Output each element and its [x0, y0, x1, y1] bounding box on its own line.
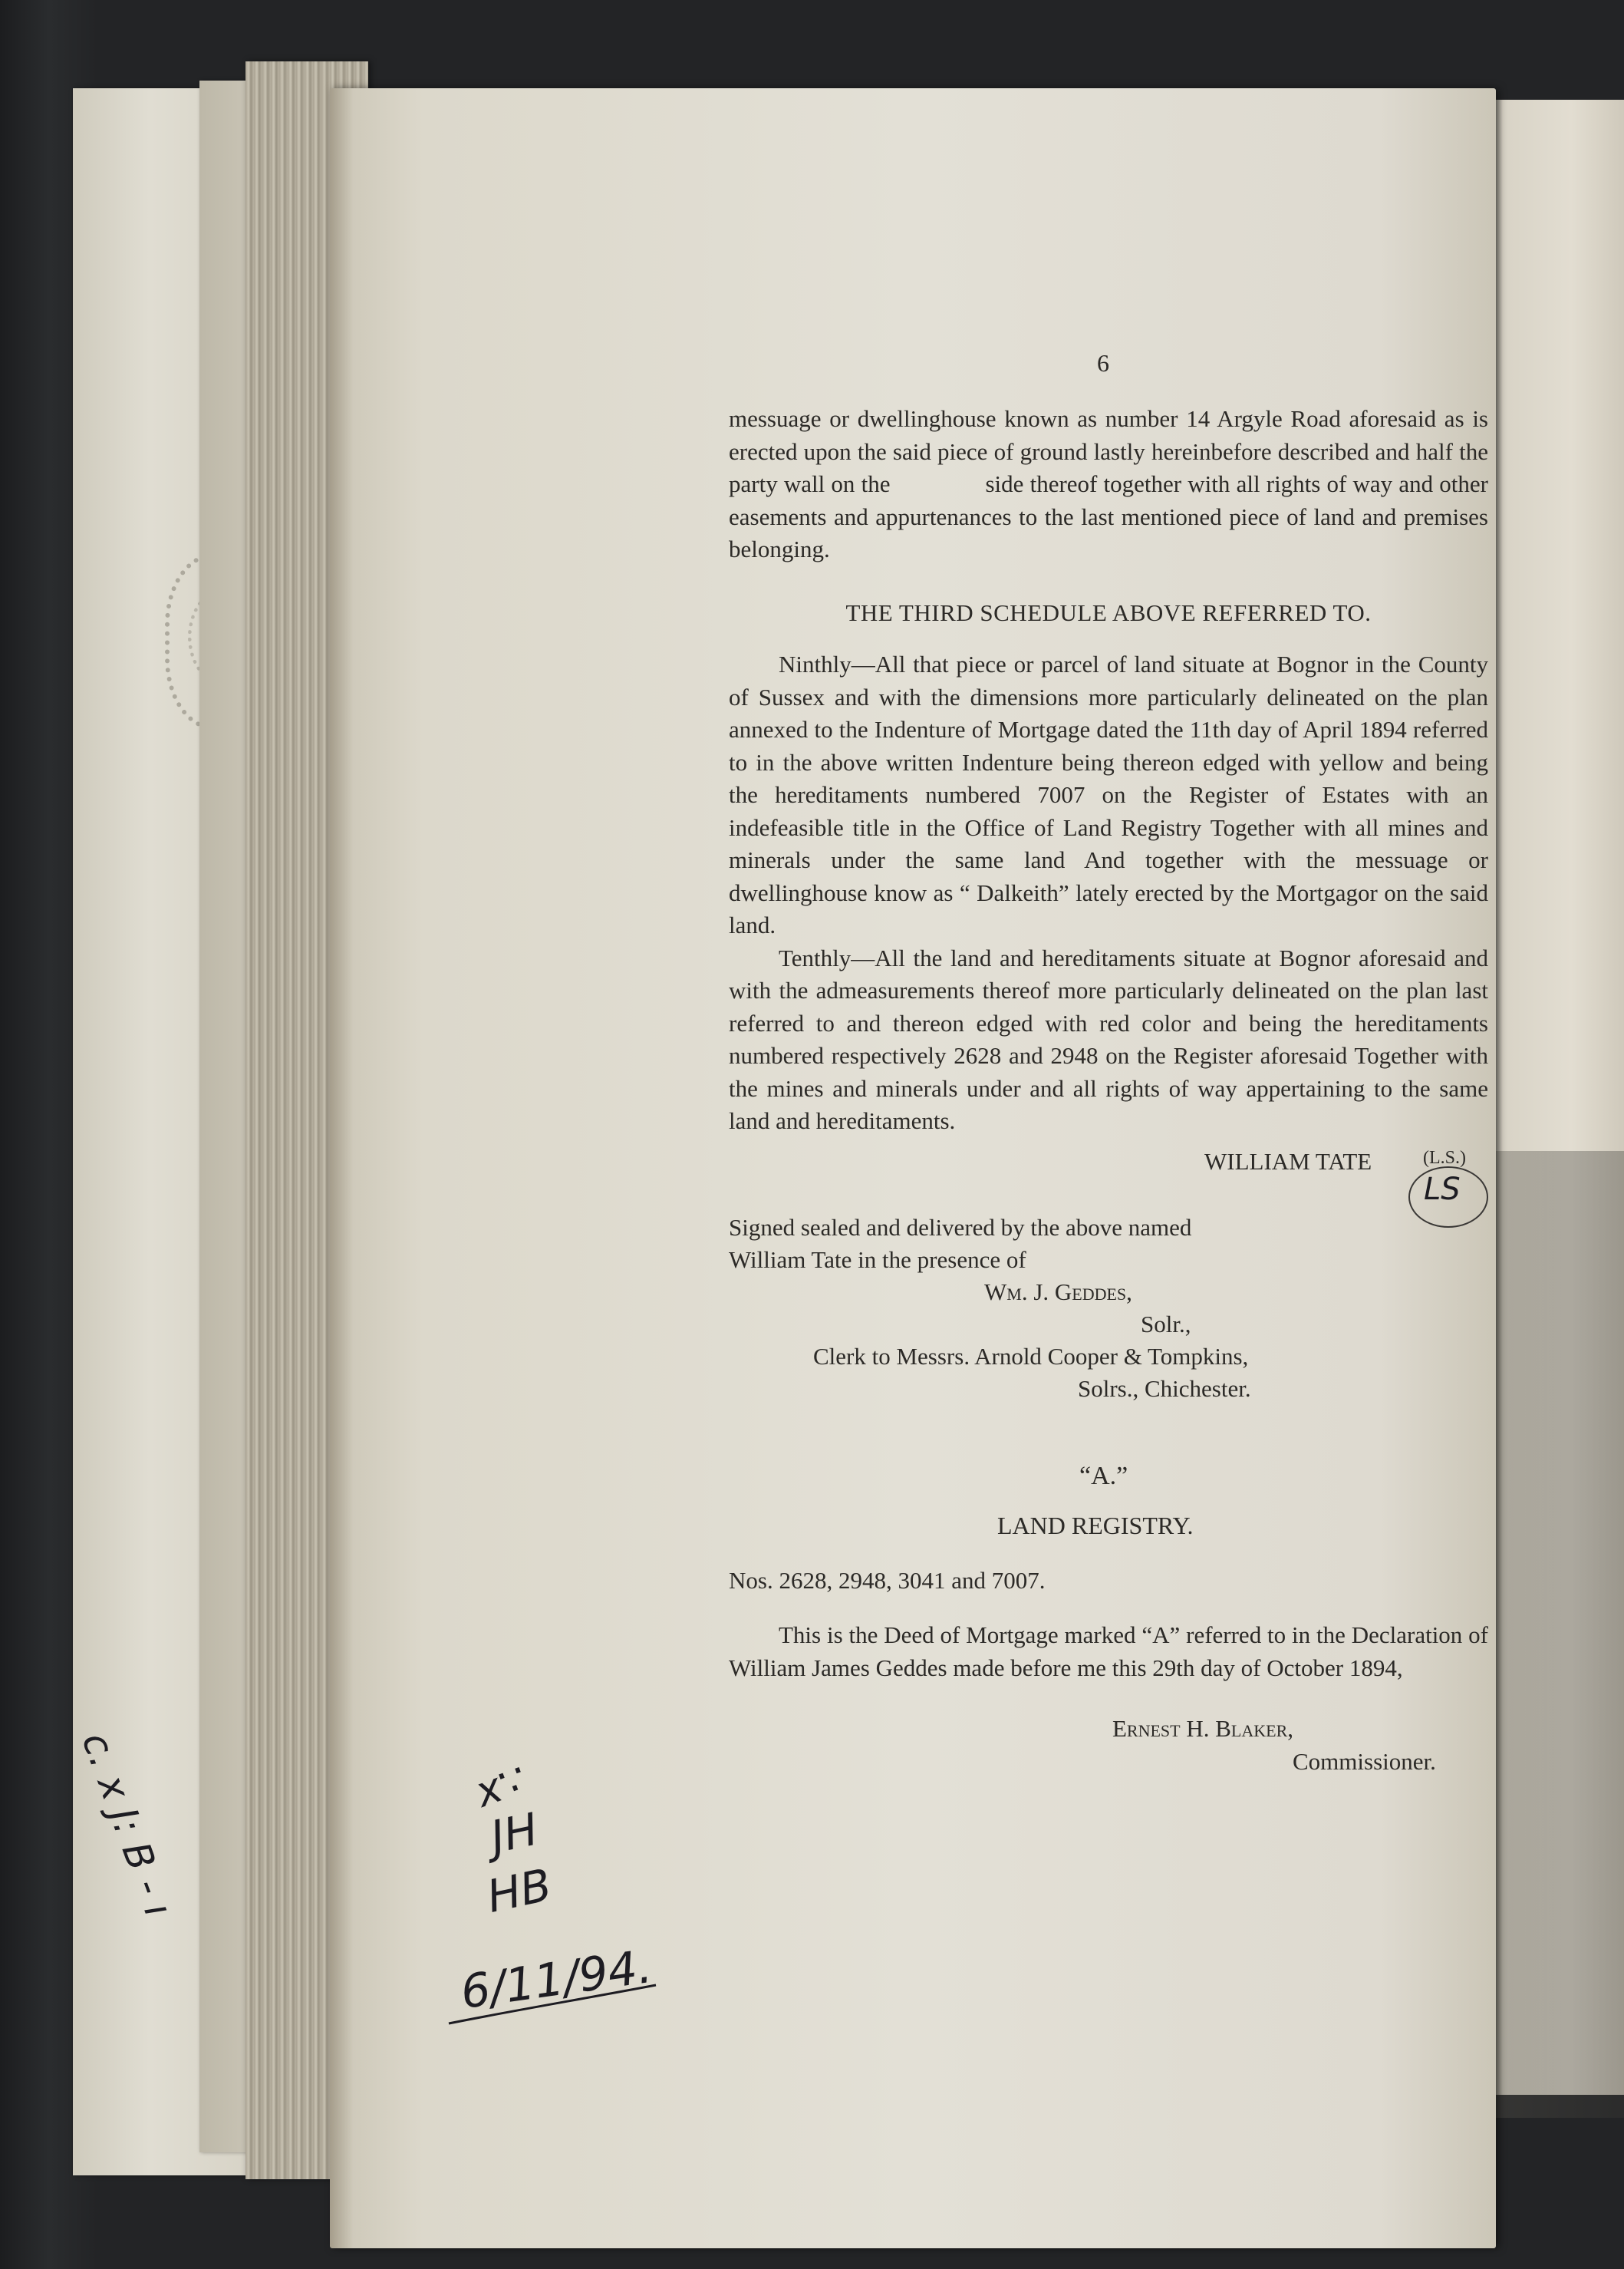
tenthly-paragraph: Tenthly—All the land and hereditaments situate at Bognor aforesaid and with the admeasurements thereof more particularly delineated on the plan last referred to and thereon edged with red color and being the hereditaments numbered respectively 2628 and 2948 on the Register aforesaid Together with the mines and minerals under and all rights of way appertaining to the same land and hereditaments. [729, 944, 1488, 1134]
handwritten-date: 6/11/94. [457, 1939, 656, 2020]
margin-handwritten-marks: c. x J: B - ı [73, 1726, 181, 1923]
witness-name: Wm. J. Geddes, [984, 1278, 1132, 1305]
schedule-body [729, 648, 1488, 1138]
continuation-block [729, 403, 1488, 566]
handwritten-initials-b: HB [482, 1858, 556, 1923]
declaration-paragraph: This is the Deed of Mortgage marked “A” referred to in the Declaration of William James Geddes made before me this 29th day of October 1894, [729, 1621, 1488, 1681]
signatory-name: WILLIAM TATE [1204, 1148, 1372, 1175]
attestation-line-1: Signed sealed and delivered by the above named [729, 1214, 1192, 1241]
attestation-line-2: William Tate in the presence of [729, 1246, 1026, 1273]
commissioner-title: Commissioner. [1293, 1748, 1436, 1775]
witness-clerk: Clerk to Messrs. Arnold Cooper & Tompkins, [813, 1343, 1249, 1370]
numbers-line: Nos. 2628, 2948, 3041 and 7007. [729, 1567, 1046, 1594]
ninthly-paragraph: Ninthly—All that piece or parcel of land situate at Bognor in the County of Sussex and with the dimensions more particularly delineated on the plan annexed to the Indenture of Mortgage dated the 11th day of April 1894 referred to in the above written Indenture being thereon edged with yellow and being the hereditaments numbered 7007 on the Register of Estates with an indefeasible title in the Office of Land Registry Together with all mines and minerals under the same land And together with the messuage or dwellinghouse know as “ Dalkeith” lately erected by the Mortgagor on the said land. [729, 651, 1488, 938]
witness-firm: Solrs., Chichester. [1078, 1375, 1251, 1402]
exhibit-mark: “A.” [1079, 1462, 1128, 1490]
registry-heading: LAND REGISTRY. [997, 1512, 1194, 1539]
seal-initials: LS [1424, 1172, 1461, 1207]
handwritten-initials-a: JH [486, 1802, 543, 1864]
facing-page-shadow [1488, 1151, 1624, 2118]
commissioner-name: Ernest H. Blaker, [1112, 1715, 1293, 1742]
continuation-paragraph: messuage or dwellinghouse known as number 14 Argyle Road aforesaid as is erected upon the said piece of ground lastly hereinbefore described and half the party wall on the side thereof together with all rights of way and other easements and appurtenances to the last mentioned piece of land and premises belonging. [729, 405, 1488, 562]
handwritten-mark: x∵ [469, 1753, 534, 1817]
witness-title: Solr., [1141, 1311, 1191, 1337]
declaration-block [729, 1619, 1488, 1684]
handwritten-underline [445, 1976, 660, 2030]
seal-mark: (L.S.) [1423, 1148, 1466, 1168]
page-number: 6 [1097, 349, 1109, 377]
schedule-heading: THE THIRD SCHEDULE ABOVE REFERRED TO. [845, 599, 1372, 626]
